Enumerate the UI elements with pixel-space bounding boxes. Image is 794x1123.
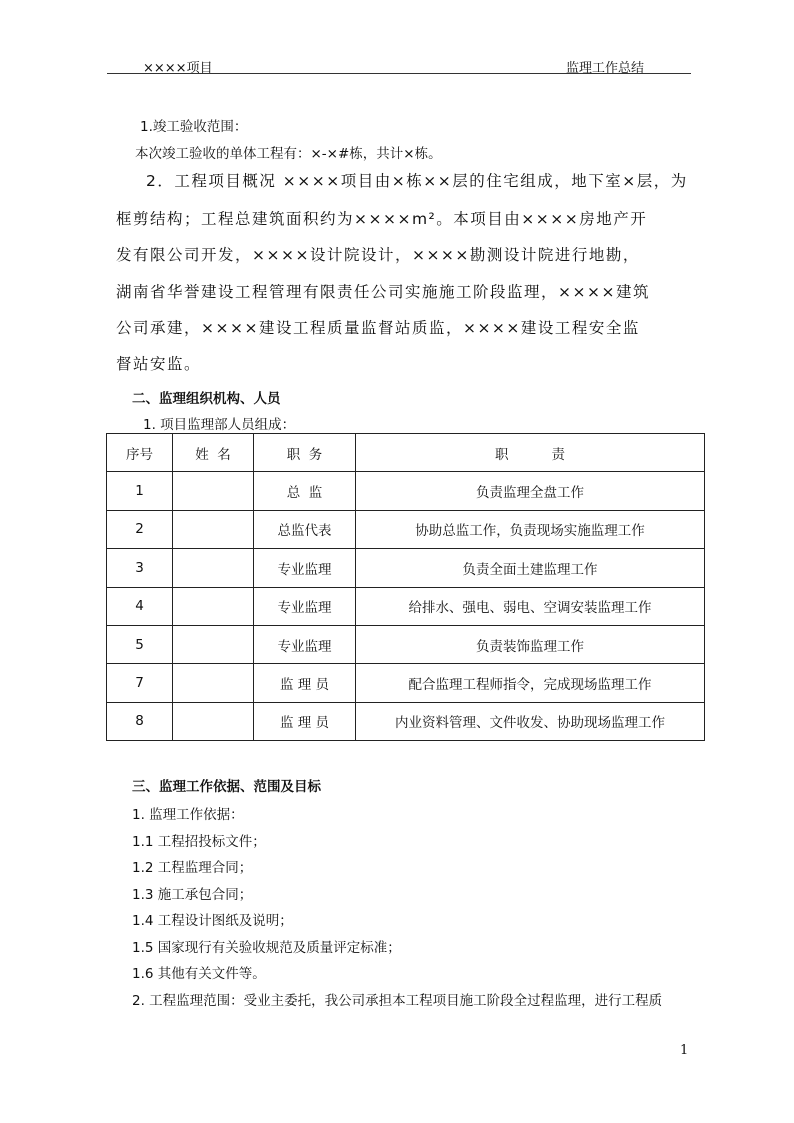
cell-number: 3 — [107, 549, 173, 587]
section-3-line: 1.4 工程设计图纸及说明； — [132, 913, 293, 929]
cell-duty: 配合监理工程师指令，完成现场监理工作 — [356, 664, 705, 702]
section-3-line: 1.2 工程监理合同； — [132, 860, 253, 876]
header-document-title: 监理工作总结 — [566, 61, 645, 76]
table-row — [107, 510, 705, 548]
cell-name — [173, 702, 254, 740]
header-project-name: ××××项目 — [143, 61, 213, 76]
staff-table-header-row — [107, 434, 705, 472]
cell-position: 监 理 员 — [254, 664, 356, 702]
page-number: 1 — [680, 1043, 689, 1058]
cell-duty: 协助总监工作，负责现场实施监理工作 — [356, 510, 705, 548]
cell-number: 2 — [107, 510, 173, 548]
cell-position: 总 监 — [254, 472, 356, 510]
section-2-heading: 二、监理组织机构、人员 — [132, 391, 281, 407]
cell-name — [173, 472, 254, 510]
table-row — [107, 587, 705, 625]
section-3-heading: 三、监理工作依据、范围及目标 — [132, 779, 321, 795]
cell-name — [173, 587, 254, 625]
column-header-position: 职 务 — [254, 434, 356, 472]
table-row — [107, 702, 705, 740]
cell-position: 监 理 员 — [254, 702, 356, 740]
paragraph-project-overview-line-2: 框剪结构；工程总建筑面积约为××××m²。本项目由××××房地产开 — [116, 210, 648, 228]
header-divider — [107, 73, 691, 74]
paragraph-acceptance-scope: 本次竣工验收的单体工程有：×-×#栋，共计×栋。 — [135, 146, 442, 162]
cell-number: 8 — [107, 702, 173, 740]
cell-number: 1 — [107, 472, 173, 510]
section-3-line: 1.6 其他有关文件等。 — [132, 966, 266, 982]
section-3-line: 1.1 工程招投标文件； — [132, 834, 266, 850]
cell-position: 专业监理 — [254, 549, 356, 587]
cell-name — [173, 549, 254, 587]
section-3-line: 2. 工程监理范围：受业主委托，我公司承担本工程项目施工阶段全过程监理，进行工程质 — [132, 993, 663, 1009]
cell-position: 专业监理 — [254, 625, 356, 663]
paragraph-project-overview-line-1: 2．工程项目概况 ××××项目由×栋××层的住宅组成，地下室×层，为 — [146, 172, 688, 190]
cell-duty: 负责全面土建监理工作 — [356, 549, 705, 587]
paragraph-project-overview-line-4: 湖南省华誉建设工程管理有限责任公司实施施工阶段监理，××××建筑 — [116, 283, 650, 301]
section-3-line: 1.3 施工承包合同； — [132, 887, 253, 903]
section-3-line: 1. 监理工作依据： — [132, 807, 244, 823]
table-row — [107, 625, 705, 663]
cell-position: 专业监理 — [254, 587, 356, 625]
column-header-duty: 职 责 — [356, 434, 705, 472]
cell-name — [173, 625, 254, 663]
cell-number: 4 — [107, 587, 173, 625]
paragraph-project-overview-line-5: 公司承建，××××建设工程质量监督站质监，××××建设工程安全监 — [116, 319, 640, 337]
table-row — [107, 472, 705, 510]
staff-composition-label: 1. 项目监理部人员组成： — [143, 417, 296, 433]
cell-duty: 内业资料管理、文件收发、协助现场监理工作 — [356, 702, 705, 740]
staff-table — [106, 433, 705, 741]
paragraph-acceptance-scope-heading: 1.竣工验收范围： — [140, 119, 248, 135]
cell-duty: 负责装饰监理工作 — [356, 625, 705, 663]
column-header-number: 序号 — [107, 434, 173, 472]
table-row — [107, 664, 705, 702]
cell-duty: 给排水、强电、弱电、空调安装监理工作 — [356, 587, 705, 625]
cell-number: 5 — [107, 625, 173, 663]
column-header-name: 姓 名 — [173, 434, 254, 472]
table-row — [107, 549, 705, 587]
section-3-line: 1.5 国家现行有关验收规范及质量评定标准； — [132, 940, 401, 956]
cell-position: 总监代表 — [254, 510, 356, 548]
cell-name — [173, 510, 254, 548]
cell-number: 7 — [107, 664, 173, 702]
cell-duty: 负责监理全盘工作 — [356, 472, 705, 510]
paragraph-project-overview-line-6: 督站安监。 — [116, 355, 202, 373]
paragraph-project-overview-line-3: 发有限公司开发，××××设计院设计，××××勘测设计院进行地勘， — [116, 246, 640, 264]
cell-name — [173, 664, 254, 702]
